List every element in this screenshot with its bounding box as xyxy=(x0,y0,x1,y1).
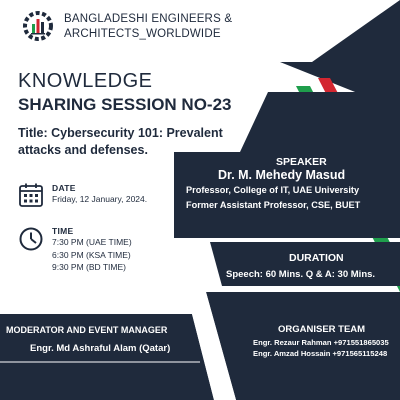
organization-name xyxy=(64,12,232,42)
speaker-role-current: Professor, College of IT, UAE University xyxy=(186,185,360,195)
speaker-heading: SPEAKER xyxy=(276,156,327,168)
organiser-heading: ORGANISER TEAM xyxy=(278,324,366,335)
time-list xyxy=(52,236,132,274)
time-entry-ksa: 6:30 PM (KSA TIME) xyxy=(52,249,131,260)
speaker-name: Dr. M. Mehedy Masud xyxy=(218,168,346,182)
title-knowledge: KNOWLEDGE xyxy=(18,70,153,92)
time-entry-uae: 7:30 PM (UAE TIME) xyxy=(52,237,132,247)
org-name-line2: ARCHITECTS_WORLDWIDE xyxy=(64,28,221,40)
title-session-number: SHARING SESSION NO-23 xyxy=(18,95,232,114)
date-value: Friday, 12 January, 2024. xyxy=(52,194,148,204)
organiser-member: Engr. Amzad Hossain +971565115248 xyxy=(253,349,388,358)
date-label: DATE xyxy=(52,183,76,193)
session-topic xyxy=(18,125,268,159)
time-entry-bd: 9:30 PM (BD TIME) xyxy=(52,262,126,272)
duration-heading: DURATION xyxy=(289,252,344,264)
topic-text: Cybersecurity 101: Prevalent attacks and defenses. xyxy=(18,126,223,157)
org-name-line1: BANGLADESHI ENGINEERS & xyxy=(64,13,233,25)
speaker-role-former: Former Assistant Professor, CSE, BUET xyxy=(186,200,361,210)
clock-icon xyxy=(18,226,44,252)
time-label: TIME xyxy=(52,226,74,236)
gear-buildings-logo-icon xyxy=(20,8,56,44)
moderator-name: Engr. Md Ashraful Alam (Qatar) xyxy=(30,343,171,354)
organiser-member: Engr. Rezaur Rahman +971551865035 xyxy=(253,338,389,347)
calendar-icon xyxy=(18,182,44,208)
topic-label: Title: xyxy=(18,126,48,140)
duration-text: Speech: 60 Mins. Q & A: 30 Mins. xyxy=(226,269,376,280)
moderator-heading: MODERATOR AND EVENT MANAGER xyxy=(6,325,168,335)
